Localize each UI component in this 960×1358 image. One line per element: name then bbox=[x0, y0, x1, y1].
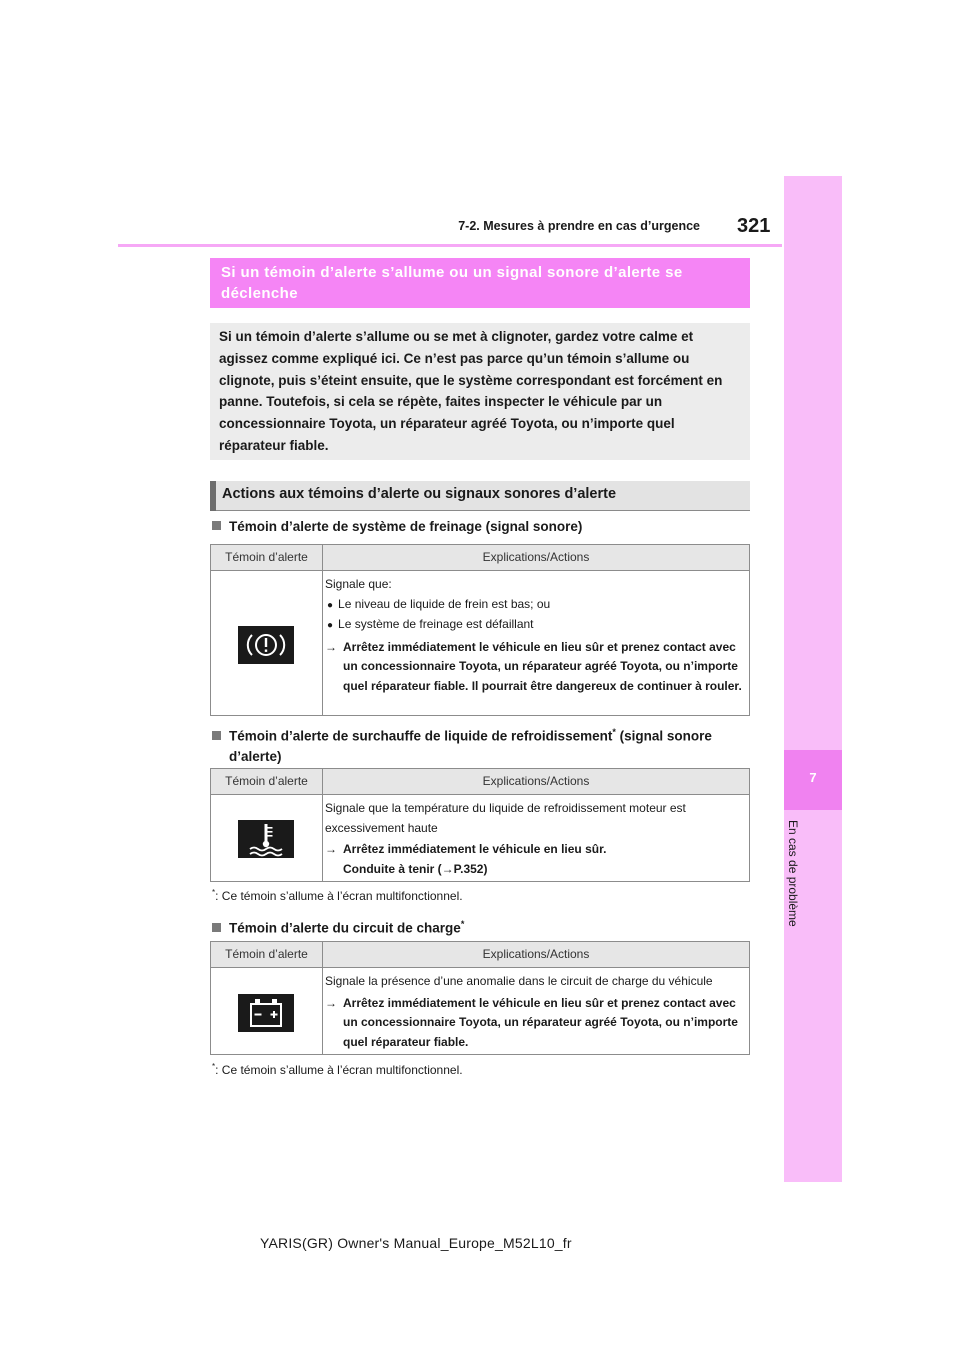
warning-icon-cell bbox=[211, 968, 323, 1054]
signal-intro: Signale que: bbox=[325, 577, 392, 591]
table-header-row bbox=[211, 769, 749, 795]
chapter-number: 7 bbox=[809, 770, 817, 785]
bullet-item: ● Le niveau de liquide de frein est bas; ou bbox=[325, 595, 743, 616]
arrow-icon: → bbox=[325, 639, 337, 654]
explanation-cell bbox=[323, 571, 749, 715]
explanation-cell bbox=[323, 795, 749, 881]
page-number: 321 bbox=[737, 215, 771, 237]
col-header-actions: Explications/Actions bbox=[482, 947, 590, 961]
page-reference-link[interactable]: P.352) bbox=[453, 861, 488, 876]
table-row bbox=[211, 968, 749, 1054]
table-header-row bbox=[211, 545, 749, 571]
brake-warning-icon bbox=[238, 626, 294, 664]
coolant-warning-heading: Témoin d’alerte de surchauffe de liquide de refroidissement* (signal sonore d’alerte) bbox=[212, 722, 752, 767]
warning-icon-cell bbox=[211, 571, 323, 715]
brake-warning-heading: Témoin d’alerte de système de freinage (signal sonore) bbox=[212, 517, 752, 537]
footer-manual-id: YARIS(GR) Owner's Manual_Europe_M52L10_fr bbox=[260, 1235, 572, 1251]
intro-text: Si un témoin d’alerte s’allume ou se met à clignoter, gardez votre calme et agissez comme expliqué ici. Ce n’est pas parce qu’un témoin s’allume ou clignote, puis s’éteint ensuite, que le système correspondant est forcément en panne. Toutefois, si cela se répète, faites inspecter le véhicule par un concessionnaire Toyota, un réparateur agréé Toyota, ou n’importe quel réparateur fiable. bbox=[219, 329, 723, 453]
table-row bbox=[211, 571, 749, 715]
col-header-warning: Témoin d’alerte bbox=[211, 545, 323, 570]
bullet-item: ● Le système de freinage est défaillant bbox=[325, 615, 743, 636]
col-header-warning: Témoin d’alerte bbox=[211, 769, 323, 794]
intro-box bbox=[210, 323, 750, 460]
arrow-icon: → bbox=[325, 842, 337, 856]
square-bullet-icon bbox=[212, 521, 221, 530]
chapter-title: En cas de problème bbox=[786, 820, 800, 927]
square-bullet-icon bbox=[212, 731, 221, 740]
footnote: *: Ce témoin s’allume à l’écran multifonctionnel. bbox=[212, 1062, 463, 1077]
subheading-marker bbox=[210, 481, 216, 511]
arrow-icon: → bbox=[441, 861, 454, 876]
signal-text: Signale que la température du liquide de refroidissement moteur est excessivement haute bbox=[325, 801, 686, 835]
table-row bbox=[211, 795, 749, 881]
col-header-warning: Témoin d’alerte bbox=[211, 942, 323, 967]
action-text: → Arrêtez immédiatement le véhicule en lieu sûr et prenez contact avec un concessionnaire Toyota, un réparateur agréé Toyota, ou n’importe quel réparateur fiable. bbox=[325, 995, 738, 1049]
square-bullet-icon bbox=[212, 923, 221, 932]
main-heading: Si un témoin d’alerte s’allume ou un signal sonore d’alerte se déclenche bbox=[221, 264, 683, 302]
footnote: *: Ce témoin s’allume à l’écran multifonctionnel. bbox=[212, 888, 463, 903]
arrow-icon: → bbox=[325, 995, 337, 1010]
col-header-actions: Explications/Actions bbox=[482, 774, 590, 788]
col-header-actions: Explications/Actions bbox=[482, 550, 590, 564]
table-header-row bbox=[211, 942, 749, 968]
main-heading-box bbox=[210, 258, 750, 308]
section-header: 7-2. Mesures à prendre en cas d’urgence bbox=[458, 219, 700, 233]
subheading: Actions aux témoins d’alerte ou signaux sonores d’alerte bbox=[222, 486, 617, 502]
battery-charge-icon bbox=[238, 994, 294, 1032]
coolant-temperature-icon bbox=[238, 820, 294, 858]
warning-icon-cell bbox=[211, 795, 323, 881]
coolant-warning-table bbox=[210, 768, 750, 882]
action-text: → Arrêtez immédiatement le véhicule en lieu sûr. Conduite à tenir (→P.352) bbox=[325, 842, 607, 876]
brake-warning-table bbox=[210, 544, 750, 716]
explanation-cell bbox=[323, 968, 749, 1054]
signal-text: Signale la présence d’une anomalie dans le circuit de charge du véhicule bbox=[325, 974, 713, 988]
header-divider bbox=[118, 244, 782, 247]
charge-warning-table bbox=[210, 941, 750, 1055]
chapter-tab-strip bbox=[784, 176, 842, 1182]
action-text: → Arrêtez immédiatement le véhicule en lieu sûr et prenez contact avec un concessionnaire Toyota, un réparateur agréé Toyota, ou n’importe quel réparateur fiable. Il pourrait être dangereux de continuer à rouler. bbox=[325, 639, 742, 693]
charge-warning-heading: Témoin d’alerte du circuit de charge* bbox=[212, 914, 752, 939]
